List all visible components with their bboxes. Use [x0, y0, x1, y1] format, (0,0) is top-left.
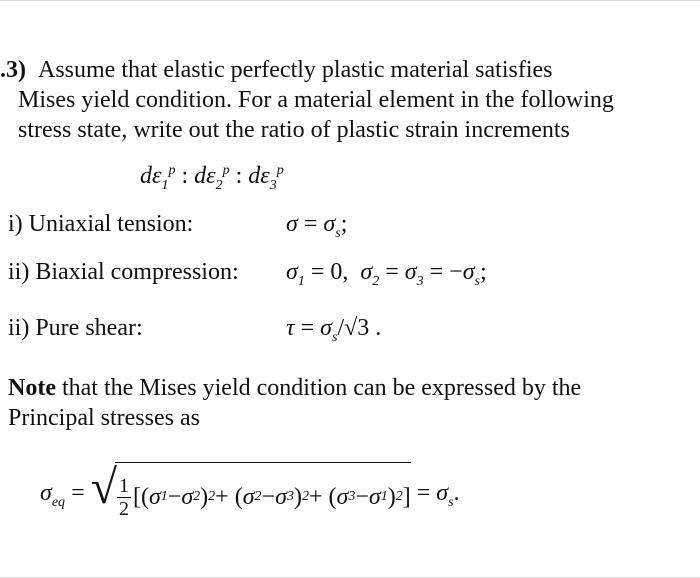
problem-intro-line3: stress state, write out the ratio of plastic strain increments — [18, 117, 570, 143]
case-shear-formula: $\tau = \sigma_s/√3$ . — [286, 315, 382, 345]
case-shear-label: ii) Pure shear: — [8, 315, 143, 341]
problem-number: .3) — [0, 57, 26, 83]
problem-intro-line1: Assume that elastic perfectly plastic material satisfies — [38, 57, 553, 83]
note-line-1 — [8, 374, 581, 402]
mises-formula: $\sigma_{eq}$ = √ $\frac{1}{2}$ [( σ 1 − σ 2 ) 2 + ( σ 2 − σ 3 ) 2 + ( σ 3 − σ 1 ) 2 ] = $\sigma_s$. — [40, 462, 460, 527]
sqrt-expression: √ $\frac{1}{2}$ [( σ 1 − σ 2 ) 2 + ( σ 2 − σ 3 ) 2 + ( σ 3 − σ 1 ) 2 ] — [91, 462, 411, 527]
note-text: that the Mises yield condition can be expressed by the — [55, 375, 582, 401]
top-border — [0, 0, 700, 1]
case-uniaxial-label: i) Uniaxial tension: — [8, 211, 194, 237]
problem-line-1 — [0, 56, 553, 84]
note-line-2 — [8, 404, 200, 432]
case-biaxial-formula: $\sigma_1 = 0$, $\sigma_2 = \sigma_3 = -\sigma_s$; — [286, 259, 487, 289]
strain-ratio-formula: $d\varepsilon_1^p$ : $d\varepsilon_2^p$ : $d\varepsilon_3^p$ — [140, 163, 284, 193]
case-biaxial-label: ii) Biaxial compression: — [8, 259, 239, 285]
case-uniaxial-formula: $\sigma = \sigma_s$; — [286, 211, 348, 241]
note-bold: Note — [8, 375, 56, 401]
problem-intro-line2: Mises yield condition. For a material element in the following — [18, 87, 614, 113]
problem-line-2 — [18, 86, 614, 114]
note-text-2: Principal stresses as — [8, 405, 200, 431]
problem-line-3 — [18, 116, 570, 144]
